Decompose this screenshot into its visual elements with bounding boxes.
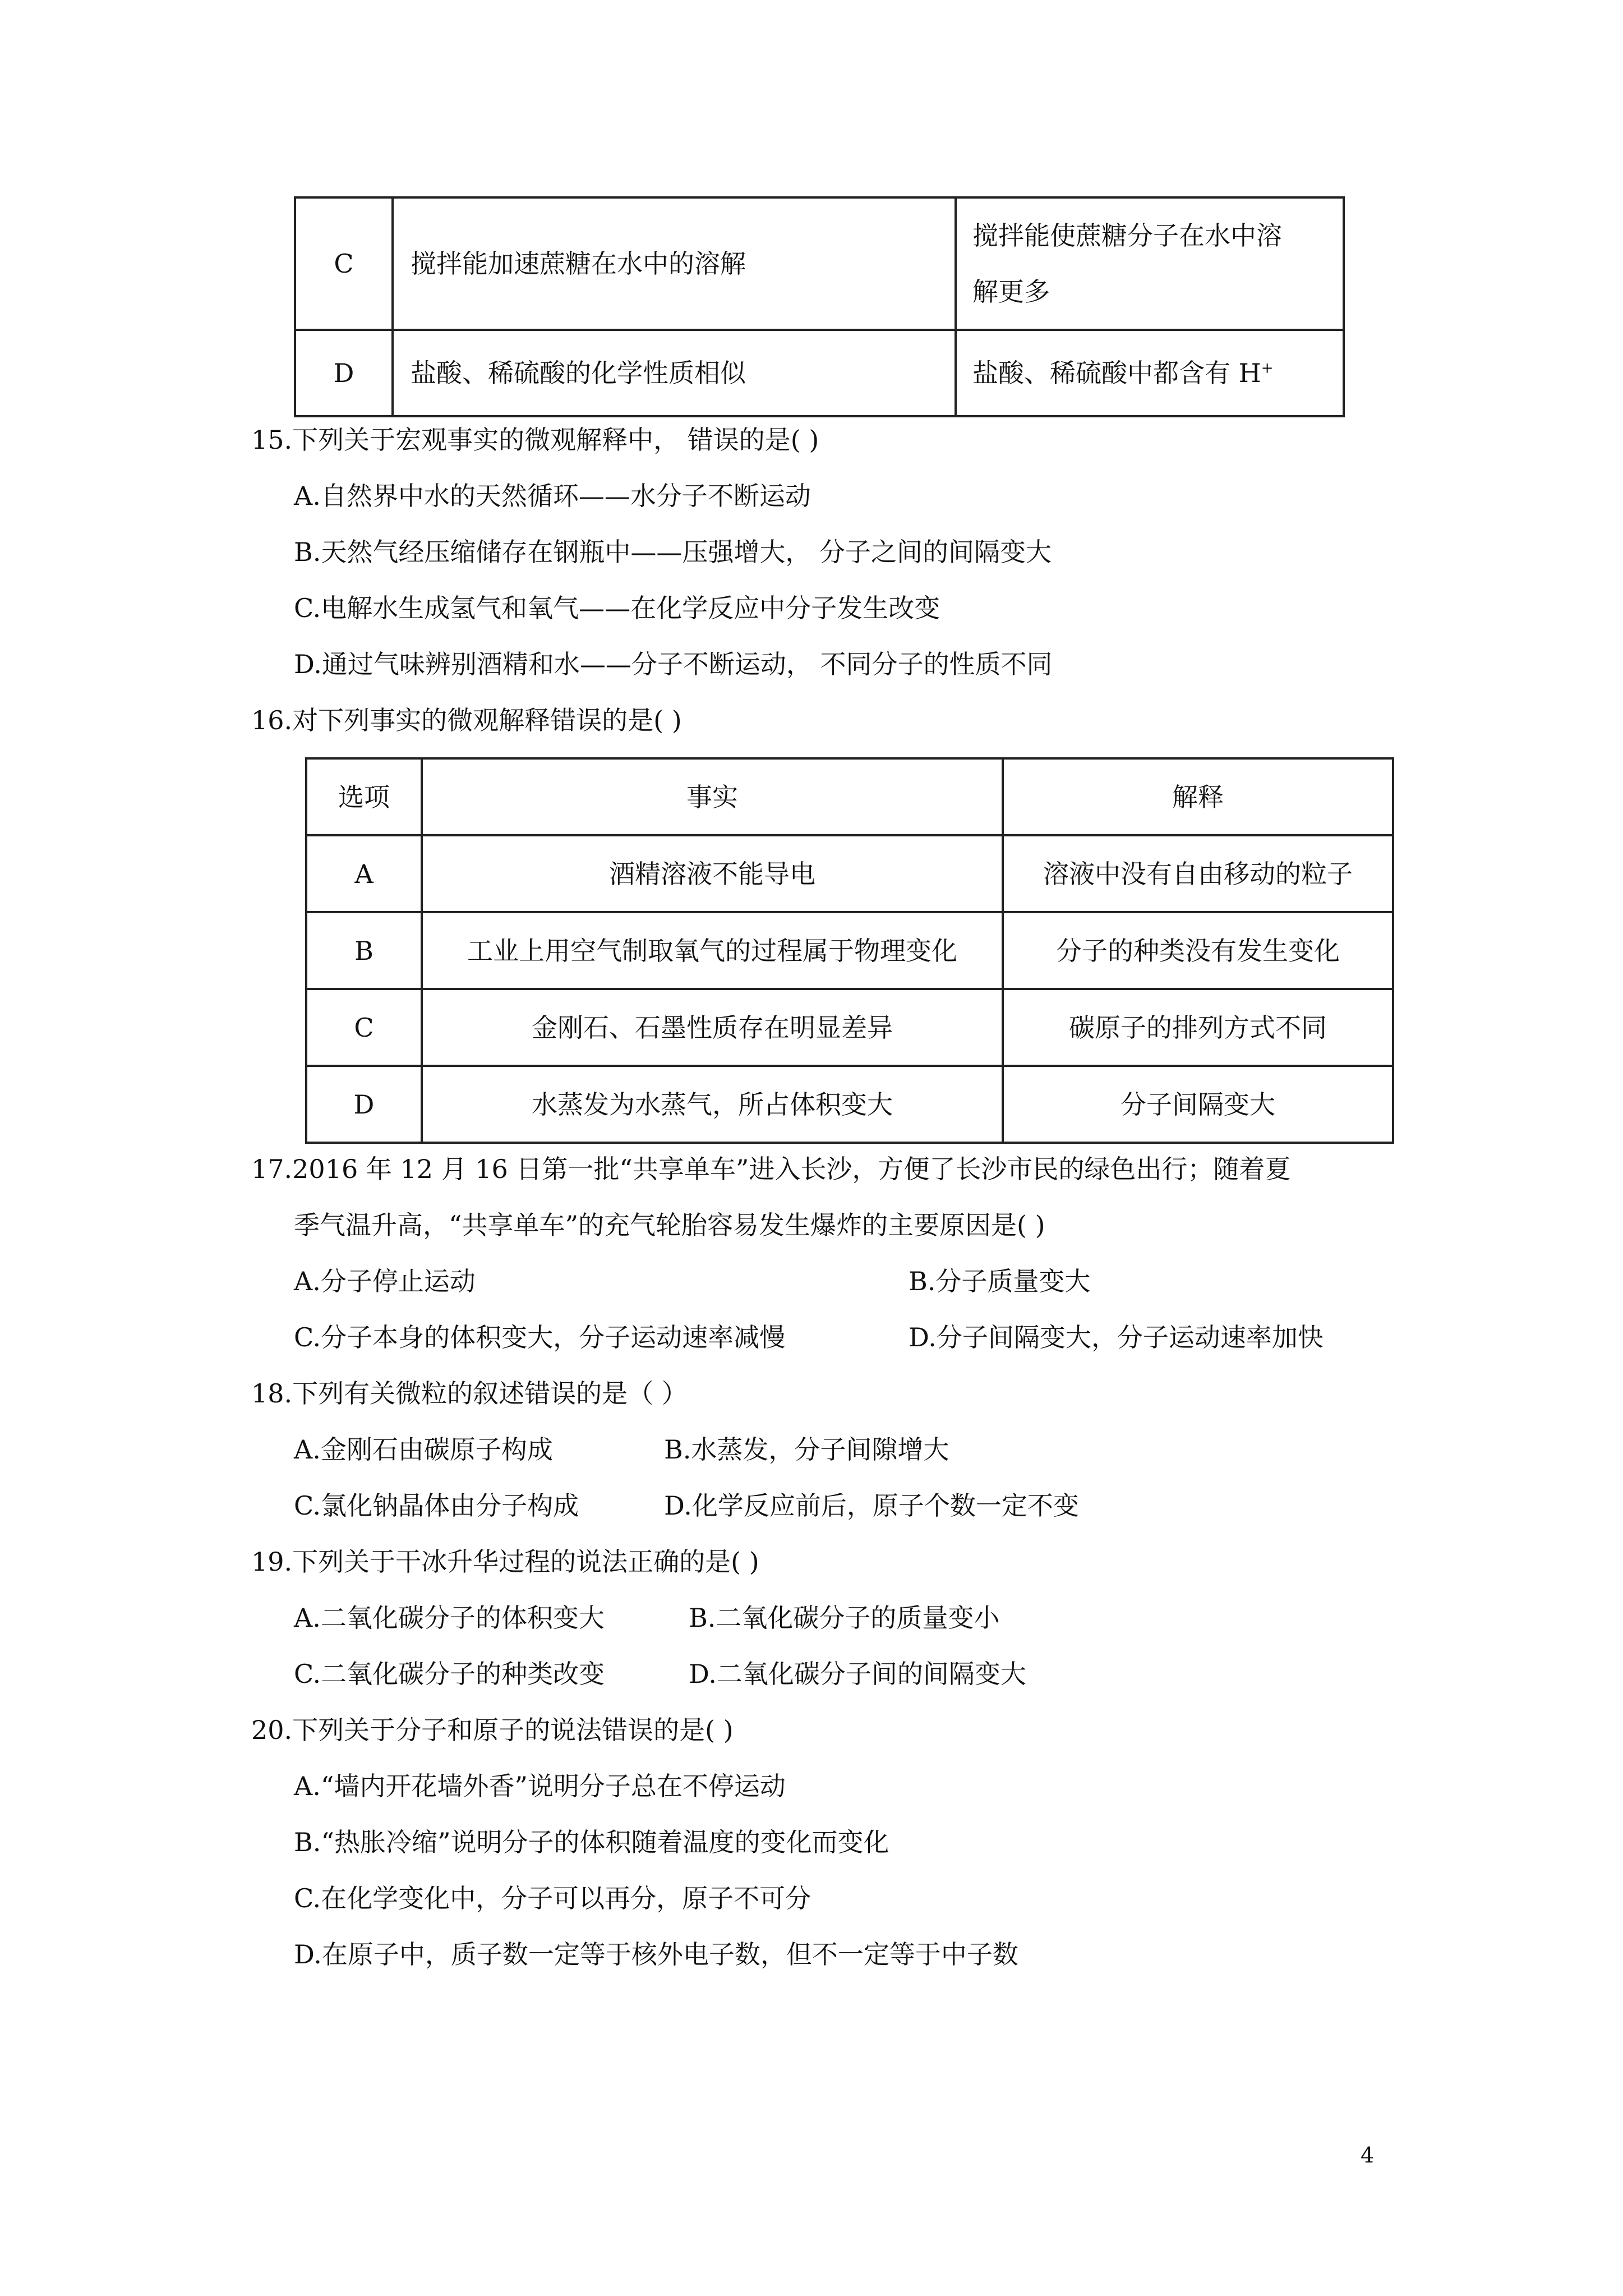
option-key: C xyxy=(306,989,422,1066)
explanation-cell: 碳原子的排列方式不同 xyxy=(1003,989,1393,1066)
explanation-cell xyxy=(956,197,1344,330)
option-c: C.在化学变化中，分子可以再分，原子不可分 xyxy=(294,1883,811,1913)
table-row xyxy=(306,912,1393,989)
option-b: B.“热胀冷缩”说明分子的体积随着温度的变化而变化 xyxy=(294,1827,889,1857)
explanation-cell: 溶液中没有自由移动的粒子 xyxy=(1003,835,1393,912)
header-option: 选项 xyxy=(306,758,422,835)
question-20-stem: 20.下列关于分子和原子的说法错误的是( ) xyxy=(251,1715,734,1745)
option-d: D.二氧化碳分子间的间隔变大 xyxy=(689,1659,1026,1689)
q14-table xyxy=(294,196,1345,417)
table-row xyxy=(295,197,1344,330)
table-row xyxy=(306,1066,1393,1143)
option-b: B.分子质量变大 xyxy=(909,1266,1091,1296)
question-15-stem: 15.下列关于宏观事实的微观解释中， 错误的是( ) xyxy=(251,425,819,455)
page-number: 4 xyxy=(1361,2143,1375,2168)
option-c: C.二氧化碳分子的种类改变 xyxy=(294,1659,605,1689)
option-c: C.电解水生成氢气和氧气——在化学反应中分子发生改变 xyxy=(294,593,940,623)
option-b: B.水蒸发，分子间隙增大 xyxy=(664,1434,949,1465)
option-b: B.二氧化碳分子的质量变小 xyxy=(689,1603,1000,1633)
option-key: A xyxy=(306,835,422,912)
question-19-stem: 19.下列关于干冰升华过程的说法正确的是( ) xyxy=(251,1547,759,1577)
option-key: D xyxy=(295,330,393,416)
explanation-line: 搅拌能使蔗糖分子在水中溶 xyxy=(972,220,1282,251)
fact-cell: 金刚石、石墨性质存在明显差异 xyxy=(422,989,1003,1066)
option-a: A.金刚石由碳原子构成 xyxy=(294,1434,553,1465)
question-18-stem: 18.下列有关微粒的叙述错误的是（ ） xyxy=(251,1378,688,1409)
table-row xyxy=(306,835,1393,912)
table-row xyxy=(306,989,1393,1066)
option-a: A.“墙内开花墙外香”说明分子总在不停运动 xyxy=(294,1771,786,1801)
option-a: A.二氧化碳分子的体积变大 xyxy=(294,1603,605,1633)
header-explanation: 解释 xyxy=(1003,758,1393,835)
option-key: B xyxy=(306,912,422,989)
option-a: A.分子停止运动 xyxy=(294,1266,476,1296)
explanation-cell: 分子间隔变大 xyxy=(1003,1066,1393,1143)
explanation-line: 解更多 xyxy=(972,277,1050,307)
fact-cell: 酒精溶液不能导电 xyxy=(422,835,1003,912)
explanation-text: 盐酸、稀硫酸中都含有 H xyxy=(972,358,1261,388)
table-header-row xyxy=(306,758,1393,835)
option-c: C.氯化钠晶体由分子构成 xyxy=(294,1490,579,1521)
question-17-stem-line2: 季气温升高，“共享单车”的充气轮胎容易发生爆炸的主要原因是( ) xyxy=(294,1210,1045,1240)
option-d: D.分子间隔变大，分子运动速率加快 xyxy=(909,1322,1324,1352)
option-c: C.分子本身的体积变大，分子运动速率减慢 xyxy=(294,1322,786,1352)
fact-cell: 搅拌能加速蔗糖在水中的溶解 xyxy=(393,197,956,330)
option-key: C xyxy=(295,197,393,330)
explanation-cell xyxy=(956,330,1344,416)
fact-cell: 工业上用空气制取氧气的过程属于物理变化 xyxy=(422,912,1003,989)
option-key: D xyxy=(306,1066,422,1143)
q16-table xyxy=(305,757,1394,1144)
table-row xyxy=(295,330,1344,416)
question-17-stem-line1: 17.2016 年 12 月 16 日第一批“共享单车”进入长沙，方便了长沙市民的绿色出行；随着夏 xyxy=(251,1154,1291,1184)
option-d: D.通过气味辨别酒精和水——分子不断运动， 不同分子的性质不同 xyxy=(294,649,1053,679)
fact-cell: 水蒸发为水蒸气，所占体积变大 xyxy=(422,1066,1003,1143)
header-fact: 事实 xyxy=(422,758,1003,835)
option-a: A.自然界中水的天然循环——水分子不断运动 xyxy=(294,481,811,511)
option-b: B.天然气经压缩储存在钢瓶中——压强增大， 分子之间的间隔变大 xyxy=(294,537,1052,567)
option-d: D.在原子中，质子数一定等于核外电子数，但不一定等于中子数 xyxy=(294,1939,1018,1970)
superscript: + xyxy=(1261,360,1274,377)
fact-cell: 盐酸、稀硫酸的化学性质相似 xyxy=(393,330,956,416)
explanation-cell: 分子的种类没有发生变化 xyxy=(1003,912,1393,989)
question-16-stem: 16.对下列事实的微观解释错误的是( ) xyxy=(251,705,682,735)
option-d: D.化学反应前后，原子个数一定不变 xyxy=(664,1490,1079,1521)
